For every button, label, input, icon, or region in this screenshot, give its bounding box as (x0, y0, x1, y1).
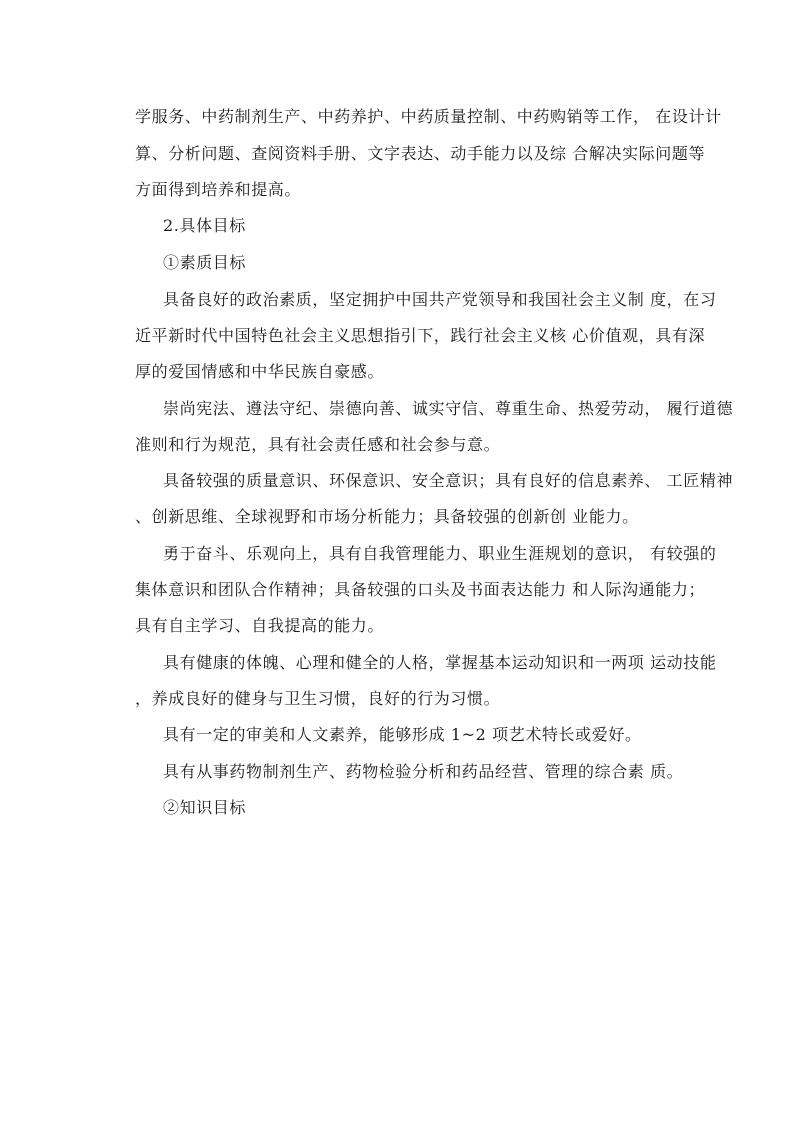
paragraph-political-line-3: 厚的爱国情感和中华民族自豪感。 (135, 362, 385, 381)
paragraph-intro-line-3: 方面得到培养和提高。 (135, 180, 302, 199)
paragraph-law-line-1: 崇尚宪法、遵法守纪、崇德向善、诚实守信、尊重生命、热爱劳动， 履行道德 (163, 399, 734, 418)
paragraph-law-line-2: 准则和行为规范，具有社会责任感和社会参与意。 (135, 435, 501, 454)
paragraph-teamwork-line-2: 集体意识和团队合作精神；具备较强的口头及书面表达能力 和人际沟通能力； (135, 580, 706, 599)
paragraph-health-line-2: ，养成良好的健身与卫生习惯，良好的行为习惯。 (135, 689, 501, 708)
paragraph-awareness-line-2: 、创新思维、全球视野和市场分析能力；具备较强的创新创 业能力。 (135, 507, 639, 526)
paragraph-aesthetic: 具有一定的审美和人文素养，能够形成 1~2 项艺术特长或爱好。 (163, 725, 642, 744)
paragraph-health-line-1: 具有健康的体魄、心理和健全的人格，掌握基本运动知识和一两项 运动技能 (163, 653, 717, 672)
paragraph-political-line-2: 近平新时代中国特色社会主义思想指引下，践行社会主义核 心价值观，具有深 (135, 326, 706, 345)
paragraph-teamwork-line-1: 勇于奋斗、乐观向上，具有自我管理能力、职业生涯规划的意识， 有较强的 (163, 544, 717, 563)
heading-knowledge-goals: ②知识目标 (163, 798, 247, 817)
paragraph-political-line-1: 具备良好的政治素质，坚定拥护中国共产党领导和我国社会主义制 度，在习 (163, 290, 717, 309)
paragraph-professional: 具有从事药物制剂生产、药物检验分析和药品经营、管理的综合素 质。 (163, 762, 684, 781)
paragraph-awareness-line-1: 具备较强的质量意识、环保意识、安全意识；具有良好的信息素养、 工匠精神 (163, 471, 734, 490)
paragraph-intro-line-2: 算、分析问题、查阅资料手册、文字表达、动手能力以及综 合解决实际问题等 (135, 144, 706, 163)
paragraph-teamwork-line-3: 具有自主学习、自我提高的能力。 (135, 616, 385, 635)
heading-quality-goals: ①素质目标 (163, 253, 247, 272)
heading-specific-goals: 2.具体目标 (163, 216, 246, 235)
paragraph-intro-line-1: 学服务、中药制剂生产、中药养护、中药质量控制、中药购销等工作， 在设计计 (135, 107, 722, 126)
